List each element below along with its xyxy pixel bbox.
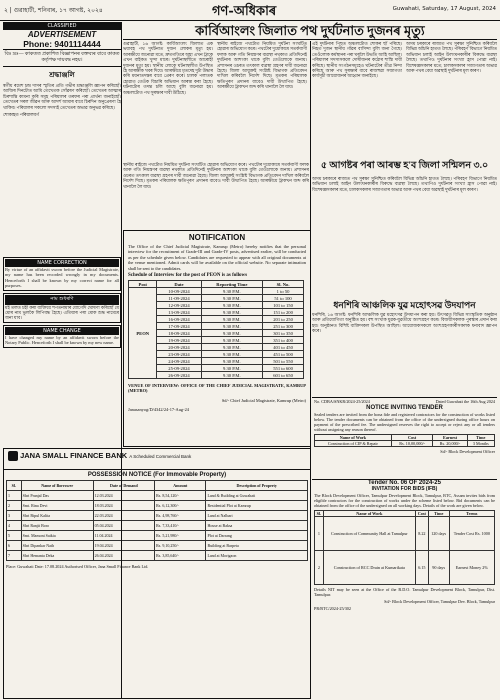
lead-article-col4: অসম চৰকাৰে ৰাজ্যত পথ সুৰক্ষা সুনিশ্চিত কৰিবলৈ বিভিন্ন আঁচনি হাতত লৈছে। পৰিবহণ বিভাগে নিয়মিত অভিযান চলাই আইন উলংঘনকাৰীৰ বিৰুদ্ধে ব্যৱস্থা লৈছে। তথাপিও দুৰ্ঘটনাৰ সংখ্যা হ্ৰাস পোৱা নাই। বিশেষজ্ঞসকলৰ মতে, চালকসকলৰ সজাগতাৰ অভাৱ আৰু পথৰ বেয়া অৱস্থাই দুৰ্ঘটনাৰ মূল কাৰণ। [406, 41, 497, 74]
tender1-time: 3 Months [467, 441, 494, 447]
name-change-ad [3, 325, 121, 348]
tender2-head-time: Time [428, 511, 449, 517]
bank-row [7, 511, 308, 521]
tender-notice-1 [312, 397, 497, 478]
schedule-cell: 9.30 P.M. [201, 295, 263, 302]
bank-cell: 26.04.2024 [93, 551, 155, 561]
bank-cell: House at Baksa [206, 521, 308, 531]
schedule-cell: 9.30 P.M. [201, 288, 263, 295]
schedule-cell: 9.30 P.M. [201, 316, 263, 323]
bank-cell: 19.04.2024 [93, 541, 155, 551]
schedule-cell: 351 to 400 [263, 337, 304, 344]
bank-cell: 1 [7, 491, 22, 501]
bank-row [7, 501, 308, 511]
tender2-r2-terms: Earnest Money 2% [449, 551, 494, 585]
name-change-ad-assamese [3, 293, 121, 323]
schedule-cell: 13-09-2024 [157, 309, 201, 316]
court-notification [123, 230, 311, 447]
schedule-cell: 12-09-2024 [157, 302, 201, 309]
classified-disclaimer: বিঃ দ্ৰঃ— কাকতত প্ৰকাশিত বিজ্ঞাপনৰ বক্তব্যৰ বাবে কাকত কৰ্তৃপক্ষ দায়বদ্ধ নহয়। [3, 50, 121, 67]
tender2-table [314, 510, 495, 585]
bank-cell: 2 [7, 501, 22, 511]
tender2-ref: PR/BTC/2024-25/302 [314, 606, 351, 611]
bank-notice-title: POSSESSION NOTICE (For Immovable Property) [87, 472, 227, 478]
schedule-cell: 501 to 550 [263, 358, 304, 365]
schedule-cell: 1 to 50 [263, 288, 304, 295]
tender1-ref: No. CDBA/SNKR/2024-25/2024 [314, 399, 370, 404]
tender2-body: The Block Development Officer, Tamulpur Development Block, Tamulpur, BTC, Assam invites bids from eligible contractors for the construction of works under the scheme listed below. Bid documents can be obtained from the office of the undersigned on all working days. Details of the work are given below. [314, 493, 495, 508]
bank-possession-notice [3, 448, 311, 699]
bank-cell: Rs. 8,54,120/- [155, 491, 206, 501]
schedule-cell: 201 to 250 [263, 316, 304, 323]
classified-subheader: ADVERTISEMENT [27, 30, 97, 39]
bank-cell: Rs. 7,33,410/- [155, 521, 206, 531]
tender2-r1-sl: 1 [315, 517, 324, 551]
schedule-cell: 9.30 P.M. [201, 344, 263, 351]
bank-cell: 18.03.2024 [93, 501, 155, 511]
bank-cell: 12.03.2024 [93, 491, 155, 501]
tender2-subtitle: INVITATION FOR BIDS (IFB) [371, 486, 438, 492]
schedule-cell: 401 to 450 [263, 344, 304, 351]
tender2-r2-sl: 2 [315, 551, 324, 585]
bank-cell: 5 [7, 531, 22, 541]
schedule-cell: 9.30 P.M. [201, 302, 263, 309]
second-article: অসম চৰকাৰে ৰাজ্যত পথ সুৰক্ষা সুনিশ্চিত কৰিবলৈ বিভিন্ন আঁচনি হাতত লৈছে। পৰিবহণ বিভাগে নিয়মিত অভিযান চলাই আইন উলংঘনকাৰীৰ বিৰুদ্ধে ব্যৱস্থা লৈছে। তথাপিও দুৰ্ঘটনাৰ সংখ্যা হ্ৰাস পোৱা নাই। বিশেষজ্ঞসকলৰ মতে, চালকসকলৰ সজাগতাৰ অভাৱ আৰু পথৰ বেয়া অৱস্থাই দুৰ্ঘটনাৰ মূল কাৰণ। [312, 176, 497, 192]
bank-tagline: A Scheduled Commercial Bank [129, 454, 192, 459]
tender1-body: Sealed tenders are invited from the bona fide and registered contractors for the construction of works listed below. The tender documents can be obtained from the office of the undersigned during office hours on payment of the prescribed fee. The undersigned reserves the right to accept or reject any or all tenders without assigning any reason thereof. [314, 412, 495, 432]
name-correction-header: NAME CORRECTION [5, 259, 119, 267]
schedule-cell: 551 to 600 [263, 365, 304, 372]
tender1-signature: Sd/- Block Development Officer [440, 449, 495, 454]
tender1-date: Dated Guwahati the 16th Aug 2024 [435, 399, 495, 404]
schedule-title: Schedule of Interview for the post of PEON is as follows [128, 273, 248, 279]
tender1-work: Construction of CIP & Repair [315, 441, 392, 447]
schedule-cell: 9.30 P.M. [201, 351, 263, 358]
schedule-cell: 251 to 300 [263, 323, 304, 330]
bank-cell: Rs. 5,21,980/- [155, 531, 206, 541]
schedule-cell: 19-09-2024 [157, 337, 201, 344]
bank-cell: 3 [7, 511, 22, 521]
small-ads-column [3, 255, 121, 348]
tender2-head-cost: Cost [415, 511, 428, 517]
bank-cell: Rs. 9,10,250/- [155, 541, 206, 551]
schedule-cell: 601 to 650 [263, 372, 304, 379]
bank-row [7, 491, 308, 501]
obituary-text: স্বৰ্গীয় ৰমেশ চন্দ্ৰ দাসৰ স্মৃতিৰ প্ৰতি গভীৰ শ্ৰদ্ধাঞ্জলি জ্ঞাপন কৰিছোঁ। আজিৰ দিনটোত আমি তেখেতক সোঁৱৰণ কৰিছোঁ। তেখেতৰ আত্মাৰ চিৰশান্তি কামনা কৰি সমূহ পৰিয়ালৰ তৰফৰ পৰা প্ৰাৰ্থনা জনাইছোঁ। তেখেতৰ সৰল জীৱন আৰু আদৰ্শ আমাৰ বাবে চিৰদিন অনুপ্ৰেৰণা হৈ থাকিব। পৰিয়ালৰ সকলো সদস্যই তেখেতৰ অভাৱ অনুভৱ কৰিছে। [3, 83, 121, 110]
schedule-cell: 9.30 P.M. [201, 358, 263, 365]
interview-schedule-table [128, 280, 304, 379]
tender2-r1-work: Construction of Community Hall at Tamulpur [323, 517, 415, 551]
bank-head-property: Description of Property [206, 481, 308, 491]
schedule-row [129, 288, 304, 295]
bank-cell: Land & Building at Guwahati [206, 491, 308, 501]
name-correction-text: By virtue of an affidavit sworn before the Judicial Magistrate, my name has been recorded wrongly in my documents. Henceforth I shall be known by my correct name for all purposes. [5, 267, 119, 289]
schedule-col-post: Post [129, 281, 157, 288]
bank-cell: Smt. Mamoni Saikia [21, 531, 93, 541]
bank-head-borrower: Name of Borrower [21, 481, 93, 491]
tender1-earnest: Rs. 20,000/- [433, 441, 467, 447]
tender2-r1-terms: Tender Cost Rs. 1000 [449, 517, 494, 551]
bank-cell: Rs. 3,85,640/- [155, 551, 206, 561]
tender2-head-sl: Sl. [315, 511, 324, 517]
tender1-head-earnest: Earnest [433, 435, 467, 441]
notification-ref: Janasanyog/D/4342/24-17-Aug-24 [128, 407, 189, 413]
schedule-cell: 9.30 P.M. [201, 372, 263, 379]
notification-title: NOTIFICATION [188, 233, 246, 242]
bank-row [7, 521, 308, 531]
bank-row [7, 551, 308, 561]
bank-cell: Shri Bipul Kalita [21, 511, 93, 521]
bank-cell: Shri Pranjal Das [21, 491, 93, 501]
schedule-cell: 26-09-2024 [157, 372, 201, 379]
column-rule-2 [310, 41, 311, 697]
bank-cell: Shri Dipankar Nath [21, 541, 93, 551]
bank-cell: Residential Plot at Kamrup [206, 501, 308, 511]
classified-column [3, 22, 121, 252]
schedule-cell: 101 to 150 [263, 302, 304, 309]
lead-article-col2: স্থানীয় ৰাইজে পথটোত নিয়মিত দুৰ্ঘটনা সংঘটিত হোৱাৰ অভিযোগ কৰে। পথটোৰ দুয়োকাষে সতৰ্কবাণী ফলক আৰু গতি নিয়ন্ত্ৰণৰ ব্যৱস্থা নথকাত প্ৰতিদিনেই দুৰ্ঘটনাৰ আশংকা থাকে বুলি তেওঁলোকে জনায়। প্ৰশাসনৰ ওচৰত তৎকাল ব্যৱস্থা গ্ৰহণৰ দাবী জনোৱা হৈছে। জিলা আয়ুক্তই সংশ্লিষ্ট বিভাগক প্ৰতিবেদন দাখিল কৰিবলৈ নিৰ্দেশ দিছে। মৃতকৰ পৰিয়ালক ক্ষতিপূৰণ প্ৰদানৰ বাবেও দাবী উত্থাপিত হৈছে। আৰক্ষীয়ে ট্ৰাকখন জব্দ কৰি থানালৈ লৈ যায়। [217, 41, 307, 90]
tender2-r1-cost: 8.22 [415, 517, 428, 551]
masthead-date-left: ২ | গুৱাহাটী, শনিবাৰ, ১৭ আগষ্ট, ২০২৪ [4, 7, 103, 14]
bank-cell: 11.04.2024 [93, 531, 155, 541]
schedule-cell: 451 to 500 [263, 351, 304, 358]
tender1-head-time: Time [467, 435, 494, 441]
tender2-title: Tender No. 06 OF 2024-25 [368, 480, 441, 486]
bank-row [7, 541, 308, 551]
tender2-r1-time: 120 days [428, 517, 449, 551]
tender2-signature: Sd/- Block Development Officer, Tamulpur Dev. Block, Tamulpur [384, 599, 495, 604]
tender2-r2-cost: 6.15 [415, 551, 428, 585]
tender1-cost: Rs. 10,00,000/- [391, 441, 433, 447]
tender1-table [314, 434, 495, 447]
bank-cell: 7 [7, 551, 22, 561]
bank-head-demand: Date of Demand [93, 481, 155, 491]
bank-cell: Land at Nalbari [206, 511, 308, 521]
bank-cell: 05.04.2024 [93, 521, 155, 531]
masthead-date-right: Guwahati, Saturday, 17 August, 2024 [392, 6, 496, 12]
schedule-cell: 10-09-2024 [157, 288, 201, 295]
schedule-post-cell: PEON [129, 288, 157, 379]
name-change-text-assamese: মই তলত চহী কৰা ব্যক্তিয়ে শপতনামাৰ যোগেদি ঘোষণা কৰিছোঁ যে মোৰ নাম ভুলকৈ লিপিবদ্ধ হৈছে। এতিয়াৰ পৰা মোক শুদ্ধ নামেৰে জনা যাব। [5, 304, 119, 321]
obituary-title: শ্ৰদ্ধাঞ্জলি [49, 71, 75, 79]
tender2-footer: Details NIT may be seen at the Office of the B.D.O. Tamulpur Development Block, Tamulpur, Dist. Tamulpur. [314, 587, 495, 597]
bank-footer: Place: Guwahati Date: 17.08.2024 Authorised Officer, Jana Small Finance Bank Ltd. [6, 564, 149, 569]
notification-body: The Office of the Chief Judicial Magistrate, Kamrup (Metro) hereby notifies that the personal interview for the recruitment of Grade-III and Grade-IV posts, advertised earlier, will be conducted as per the schedule given below. Candidates are requested to appear with all original documents at the venue mentioned. Admit cards will be available on the official website. No separate intimation shall be sent to the candidates. [128, 244, 306, 271]
tender1-ref-row [312, 398, 497, 405]
bank-head-amount: Amount [155, 481, 206, 491]
middle-article: স্থানীয় ৰাইজে পথটোত নিয়মিত দুৰ্ঘটনা সংঘটিত হোৱাৰ অভিযোগ কৰে। পথটোৰ দুয়োকাষে সতৰ্কবাণী ফলক আৰু গতি নিয়ন্ত্ৰণৰ ব্যৱস্থা নথকাত প্ৰতিদিনেই দুৰ্ঘটনাৰ আশংকা থাকে বুলি তেওঁলোকে জনায়। প্ৰশাসনৰ ওচৰত তৎকাল ব্যৱস্থা গ্ৰহণৰ দাবী জনোৱা হৈছে। জিলা আয়ুক্তই সংশ্লিষ্ট বিভাগক প্ৰতিবেদন দাখিল কৰিবলৈ নিৰ্দেশ দিছে। মৃতকৰ পৰিয়ালক ক্ষতিপূৰণ প্ৰদানৰ বাবেও দাবী উত্থাপিত হৈছে। আৰক্ষীয়ে ট্ৰাকখন জব্দ কৰি থানালৈ লৈ যায়। [123, 162, 309, 189]
obituary-signature: শোকাহত পৰিয়ালবৰ্গ [3, 112, 39, 118]
schedule-cell: 18-09-2024 [157, 330, 201, 337]
notification-signature: Sd/- Chief Judicial Magistrate, Kamrup (Metro) [221, 397, 306, 403]
schedule-cell: 9.30 P.M. [201, 337, 263, 344]
third-headline: ধনশিৰি আঞ্চলিক যুৱ মহোৎসৱ উদযাপন [333, 300, 476, 310]
name-correction-ad [3, 257, 121, 291]
schedule-cell: 9.30 P.M. [201, 309, 263, 316]
schedule-cell: 20-09-2024 [157, 344, 201, 351]
schedule-cell: 9.30 P.M. [201, 323, 263, 330]
column-rule-1 [121, 22, 122, 698]
third-article: ধনশিৰি, ১৬ আগষ্ট: ধনশিৰি আঞ্চলিক যুৱ মহোৎসৱ উদযাপন কৰা হয়। উৎসৱত বিভিন্ন সাংস্কৃতিক অনুষ্ঠান আৰু প্ৰতিযোগিতা অনুষ্ঠিত হয়। বহু সংখ্যক যুৱক-যুৱতীয়ে অংশগ্ৰহণ কৰে। বিজয়ীসকলক পুৰস্কাৰ প্ৰদান কৰা হয়। অনুষ্ঠানত বিশিষ্ট ব্যক্তিসকল উপস্থিত আছিল। আয়োজকসকলে অংশগ্ৰহণকাৰীসকলক ধন্যবাদ জ্ঞাপন কৰে। [312, 312, 497, 334]
schedule-cell: 24-09-2024 [157, 358, 201, 365]
bank-cell: Rs. 6,12,300/- [155, 501, 206, 511]
bank-cell: Shri Ranjit Boro [21, 521, 93, 531]
bank-header [4, 449, 310, 470]
tender2-head-work: Name of Work [323, 511, 415, 517]
classified-phone: Phone: 9401114444 [3, 39, 121, 50]
schedule-col-time: Reporting Time [201, 281, 263, 288]
bank-cell: Plot at Darrang [206, 531, 308, 541]
schedule-col-slno: Sl. No. [263, 281, 304, 288]
bank-cell: 4 [7, 521, 22, 531]
newspaper-logo: গণ-অধিকাৰ [212, 4, 277, 19]
tender1-title: NOTICE INVITING TENDER [366, 405, 443, 411]
schedule-cell: 17-09-2024 [157, 323, 201, 330]
bank-cell: 6 [7, 541, 22, 551]
name-change-header-assamese: নাম শুধৰণি [5, 295, 119, 305]
venue-text: VENUE OF INTERVIEW: OFFICE OF THE CHIEF JUDICIAL MAGISTRATE, KAMRUP (METRO) [128, 383, 306, 394]
bank-name: JANA SMALL FINANCE BANK [20, 451, 128, 460]
lead-article-col1: গুৱাহাটী, ১৬ আগষ্ট: কাৰ্বিআংলং জিলাত এক ভয়াবহ পথ দুৰ্ঘটনাত দুজন লোকৰ মৃত্যু হয়। আৰক্ষীয়ে জনোৱা মতে, দ্ৰুতগতিৰে অহা এখন ট্ৰাকে এখন বাইকত খুন্দা মাৰে। দুৰ্ঘটনাস্থলীতে আৰোহী দুজনৰ মৃত্যু হয়। স্থানীয় লোকে ঘটনাস্থলীত উপস্থিত হৈ আৰক্ষীক খবৰ দিয়ে। আৰক্ষীয়ে মৃতদেহ দুটা উদ্ধাৰ কৰি ময়নাতদন্তৰ বাবে প্ৰেৰণ কৰে। চালক পলাতক হোৱাত তেওঁক বিচাৰি অভিযান আৰম্ভ কৰা হৈছে। ঘটনাটোৰ তদন্ত চলি আছে বুলি জনোৱা হয়। অঞ্চলটোত পথ সুৰক্ষাৰ দাবী উঠিছে। [123, 41, 213, 95]
name-change-text: I have changed my name by an affidavit sworn before the Notary Public. Henceforth I shall be known by my new name. [5, 334, 119, 346]
lead-article-col3: এই দুৰ্ঘটনাৰ পিছত অঞ্চলটোত শোকৰ ছাঁ পৰিছে। নিহত দুজন স্থানীয় গাঁৱৰ বাসিন্দা বুলি জনা গৈছে। তেওঁলোক কৰ্মস্থানৰ পৰা ঘৰলৈ উভতি আহি আছিল। পৰিয়ালৰ সদস্যসকলে দোষীজনৰ কঠোৰ শাস্তি দাবী কৰিছে। স্থানীয় সংগঠনসমূহেও ঘটনাটোৰ তীব্ৰ নিন্দা কৰিছে আৰু পথ সুৰক্ষাৰ বাবে ৰাজহুৱা সজাগতা কাৰ্যসূচী আয়োজনৰ আহ্বান জনাইছে। [312, 41, 402, 79]
masthead [0, 0, 500, 21]
bank-cell: Land at Morigaon [206, 551, 308, 561]
tender2-r2-time: 90 days [428, 551, 449, 585]
tender-notice-2 [312, 479, 497, 698]
tender2-r2-work: Construction of RCC Drain at Kumarikata [323, 551, 415, 585]
bank-head-sl: Sl. [7, 481, 22, 491]
bank-cell: Building at Barpeta [206, 541, 308, 551]
tender1-head-work: Name of Work [315, 435, 392, 441]
schedule-cell: 151 to 200 [263, 309, 304, 316]
schedule-cell: 9.30 P.M. [201, 330, 263, 337]
schedule-cell: 16-09-2024 [157, 316, 201, 323]
second-headline: ৫ আগষ্টৰ পৰা আৰম্ভ হ'ব জিলা সন্মিলন ৩.০ [320, 161, 489, 171]
name-change-header: NAME CHANGE [5, 327, 119, 335]
schedule-cell: 51 to 100 [263, 295, 304, 302]
schedule-col-date: Date [157, 281, 201, 288]
schedule-cell: 301 to 350 [263, 330, 304, 337]
tender2-head-terms: Terms [449, 511, 494, 517]
bank-row [7, 531, 308, 541]
classified-header: CLASSIFIED [3, 22, 121, 30]
tender1-head-cost: Cost [391, 435, 433, 441]
bank-cell: Shri Hemanta Deka [21, 551, 93, 561]
bank-cell: Smt. Rina Devi [21, 501, 93, 511]
schedule-cell: 9.30 P.M. [201, 365, 263, 372]
schedule-cell: 23-09-2024 [157, 351, 201, 358]
schedule-cell: 11-09-2024 [157, 295, 201, 302]
bank-borrower-table [6, 480, 308, 561]
schedule-cell: 25-09-2024 [157, 365, 201, 372]
lead-headline: কাৰ্বিআংলং জিলাত পথ দুৰ্ঘটনাত দুজনৰ মৃত্যু [123, 22, 497, 40]
bank-cell: Rs. 4,98,760/- [155, 511, 206, 521]
bank-logo-icon [8, 451, 18, 461]
bank-cell: 22.03.2024 [93, 511, 155, 521]
